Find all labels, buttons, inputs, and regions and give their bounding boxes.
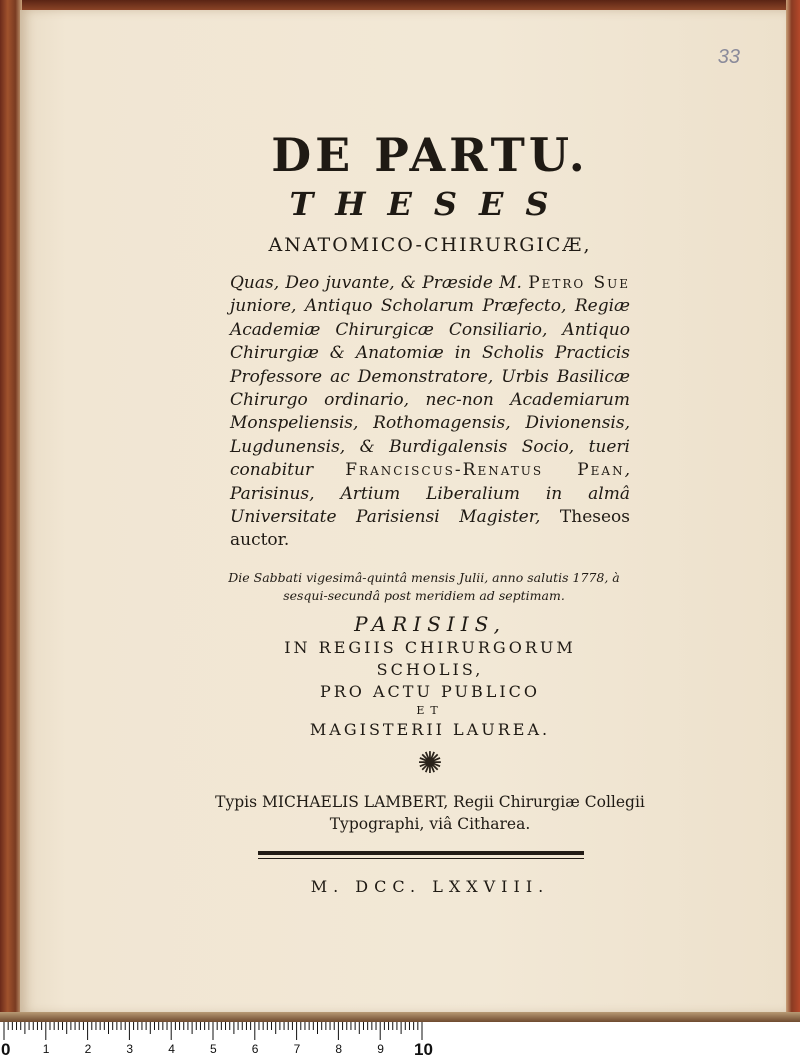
laurea-line: MAGISTERII LAUREA.	[309, 719, 551, 739]
ruler-label: 10	[414, 1040, 433, 1059]
ruler-label: 3	[126, 1042, 134, 1056]
place-line: PARISIIS,	[354, 611, 506, 636]
rule-thick	[258, 851, 584, 855]
ruler-label: 5	[210, 1042, 217, 1056]
ruler-label: 2	[84, 1042, 92, 1056]
date-line: Die Sabbati vigesimâ-quintâ mensis Julii, anno salutis 1778, à sesqui-secundâ post meridiem ad septimam.	[228, 569, 620, 603]
dedication-text-4: Theseos auctor.	[230, 507, 630, 551]
ruler-label: 4	[168, 1042, 175, 1056]
printer-line: Typis MICHAELIS LAMBERT, Regii Chirurgiæ Collegii Typographi, viâ Citharea.	[215, 792, 645, 833]
double-rule	[258, 851, 584, 859]
ruler-label: 1	[42, 1042, 50, 1056]
ruler-label: 6	[251, 1042, 259, 1056]
dedication-text-1: Quas, Deo juvante, & Præside M.	[230, 273, 522, 293]
et-line: ET	[416, 703, 444, 717]
book-bottom-edge	[0, 1012, 800, 1022]
ruler-label: 7	[293, 1042, 301, 1056]
ornament-icon: ✺	[417, 745, 443, 781]
rule-thin	[258, 858, 584, 859]
subtitle: ANATOMICO-CHIRURGICÆ,	[268, 234, 592, 256]
praeses-name: Petro Sue	[528, 273, 631, 293]
main-title: DE PARTU.	[271, 128, 589, 182]
book-cover-right	[786, 0, 800, 1020]
book-cover-top	[0, 0, 800, 10]
imprint-year: M. DCC. LXXVIII.	[310, 876, 550, 896]
dedication-text-2: juniore, Antiquo Scholarum Præfecto, Regiæ Academiæ Chirurgicæ Consiliario, Antiquo Chirurgiæ & Anatomiæ in Scholis Practicis Professore ac Demonstratore, Urbis Basilicæ Chirurgo ordinario, nec-non Academiarum Monspeliensis, Rothomagensis, Divionensis, Lugdunensis, & Burdigalensis Socio, tueri conabitur	[230, 296, 630, 481]
ruler-label: 8	[335, 1042, 343, 1056]
page-number: 33	[717, 46, 740, 68]
theses-heading: THESES	[289, 185, 571, 223]
dedication-paragraph	[230, 272, 630, 553]
dedication-text-3: , Parisinus, Artium Liberalium in almâ Universitate Parisiensi Magister,	[230, 460, 630, 528]
book-cover-left	[0, 0, 22, 1020]
ruler-ticks	[0, 1022, 800, 1042]
scholis-line: IN REGIIS CHIRURGORUM SCHOLIS,	[284, 637, 576, 679]
ruler-label: 9	[377, 1042, 384, 1056]
author-name: Franciscus-Renatus Pean	[345, 460, 625, 481]
title-page-content	[215, 128, 645, 896]
ruler-label: 0	[1, 1040, 11, 1059]
actu-line: PRO ACTU PUBLICO	[319, 681, 541, 701]
measurement-ruler	[0, 1022, 800, 1064]
